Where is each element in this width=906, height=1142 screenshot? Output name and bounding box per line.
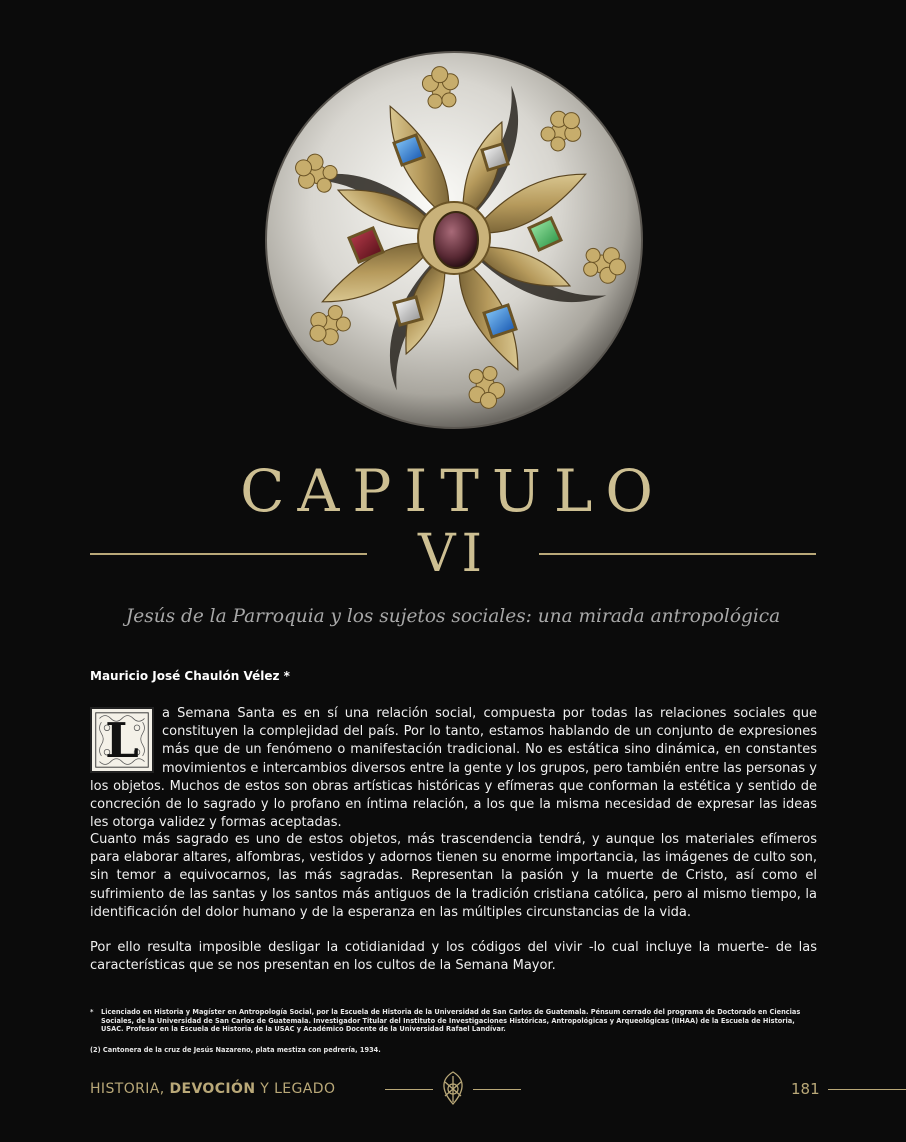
dropcap-letter: L (105, 713, 139, 769)
footnote-image-caption (90, 1046, 817, 1055)
footer-title-part3: Y LEGADO (255, 1081, 336, 1097)
body-paragraph-1 (90, 705, 817, 832)
caption-text: Cantonera de la cruz de Jesús Nazareno, plata mestiza con pedrería, 1934. (102, 1046, 381, 1054)
cantonera-ornament-image (262, 48, 646, 432)
footer-rule-right (828, 1089, 906, 1090)
body-paragraph-2: Cuanto más sagrado es uno de estos objetos, más trascendencia tendrá, y aunque los materiales efímeros para elaborar altares, alfombras, vestidos y adornos tienen su enorme importancia, las imágenes de culto son, sin temor a equivocarnos, las más sagradas. Representan la pasión y la muerte de Cristo, así como el sufrimiento de las santas y los santos más antiguos de la tradición cristiana católica, pero al mismo tiempo, la identificación del dolor humano y de la esperanza en las múltiples circunstancias de la vida. (90, 832, 817, 920)
footer-emblem (437, 1070, 469, 1106)
footnote-mark: * (90, 1008, 94, 1016)
dropcap (90, 707, 154, 773)
page-number: 181 (791, 1080, 820, 1098)
title-rule-right (539, 553, 816, 555)
chapter-subtitle: Jesús de la Parroquia y los sujetos sociales: una mirada antropológica (125, 606, 781, 627)
silver-cantonera-ornament-icon (262, 48, 646, 432)
footer-book-title (90, 1081, 335, 1097)
footer-rule-left (385, 1089, 433, 1090)
footnote-author (90, 1008, 817, 1034)
author-name: Mauricio José Chaulón Vélez * (90, 669, 290, 683)
footer-title-part2: DEVOCIÓN (169, 1081, 256, 1097)
footnote-author-text: Licenciado en Historia y Magíster en Antropología Social, por la Escuela de Historia de la Universidad de San Carlos de Guatemala. Pénsum cerrado del programa de Doctorado en Ciencias Sociales, de la Universidad de San Carlos de Guatemala. Investigador Titular del Instituto de Investigaciones Históricas, Antropológicas y Arqueológicas (IIHAA) de la Escuela de Historia, USAC. Profesor en la Escuela de Historia de la USAC y Académico Docente de la Universidad Rafael Landívar. (101, 1008, 801, 1034)
footer-rule-middle (473, 1089, 521, 1090)
chapter-number: VI (417, 524, 489, 584)
footer-title-part1: HISTORIA, (90, 1081, 170, 1097)
paragraph-1-text: a Semana Santa es en sí una relación social, compuesta por todas las relaciones sociales que constituyen la complejidad del país. Por lo tanto, estamos hablando de un conjunto de expresiones más que de un fenómeno o manifestación tradicional. No es estática sino dinámica, en constantes movimientos e intercambios diversos entre la gente y los grupos, pero también entre las personas y los objetos. Muchos de estos son obras artísticas históricas y efímeras que conforman la estética y sentido de concreción de lo sagrado y lo profano en íntima relación, a los que la misma necesidad de expresar las ideas les otorga validez y formas aceptadas. (90, 706, 817, 831)
monogram-emblem-icon (437, 1070, 469, 1106)
caption-ref: (2) (90, 1046, 101, 1054)
body-paragraph-3: Por ello resulta imposible desligar la cotidianidad y los códigos del vivir -lo cual incluye la muerte- de las características que se nos presentan en los cultos de la Semana Mayor. (90, 940, 817, 974)
chapter-title: CAPITULO (240, 457, 666, 525)
